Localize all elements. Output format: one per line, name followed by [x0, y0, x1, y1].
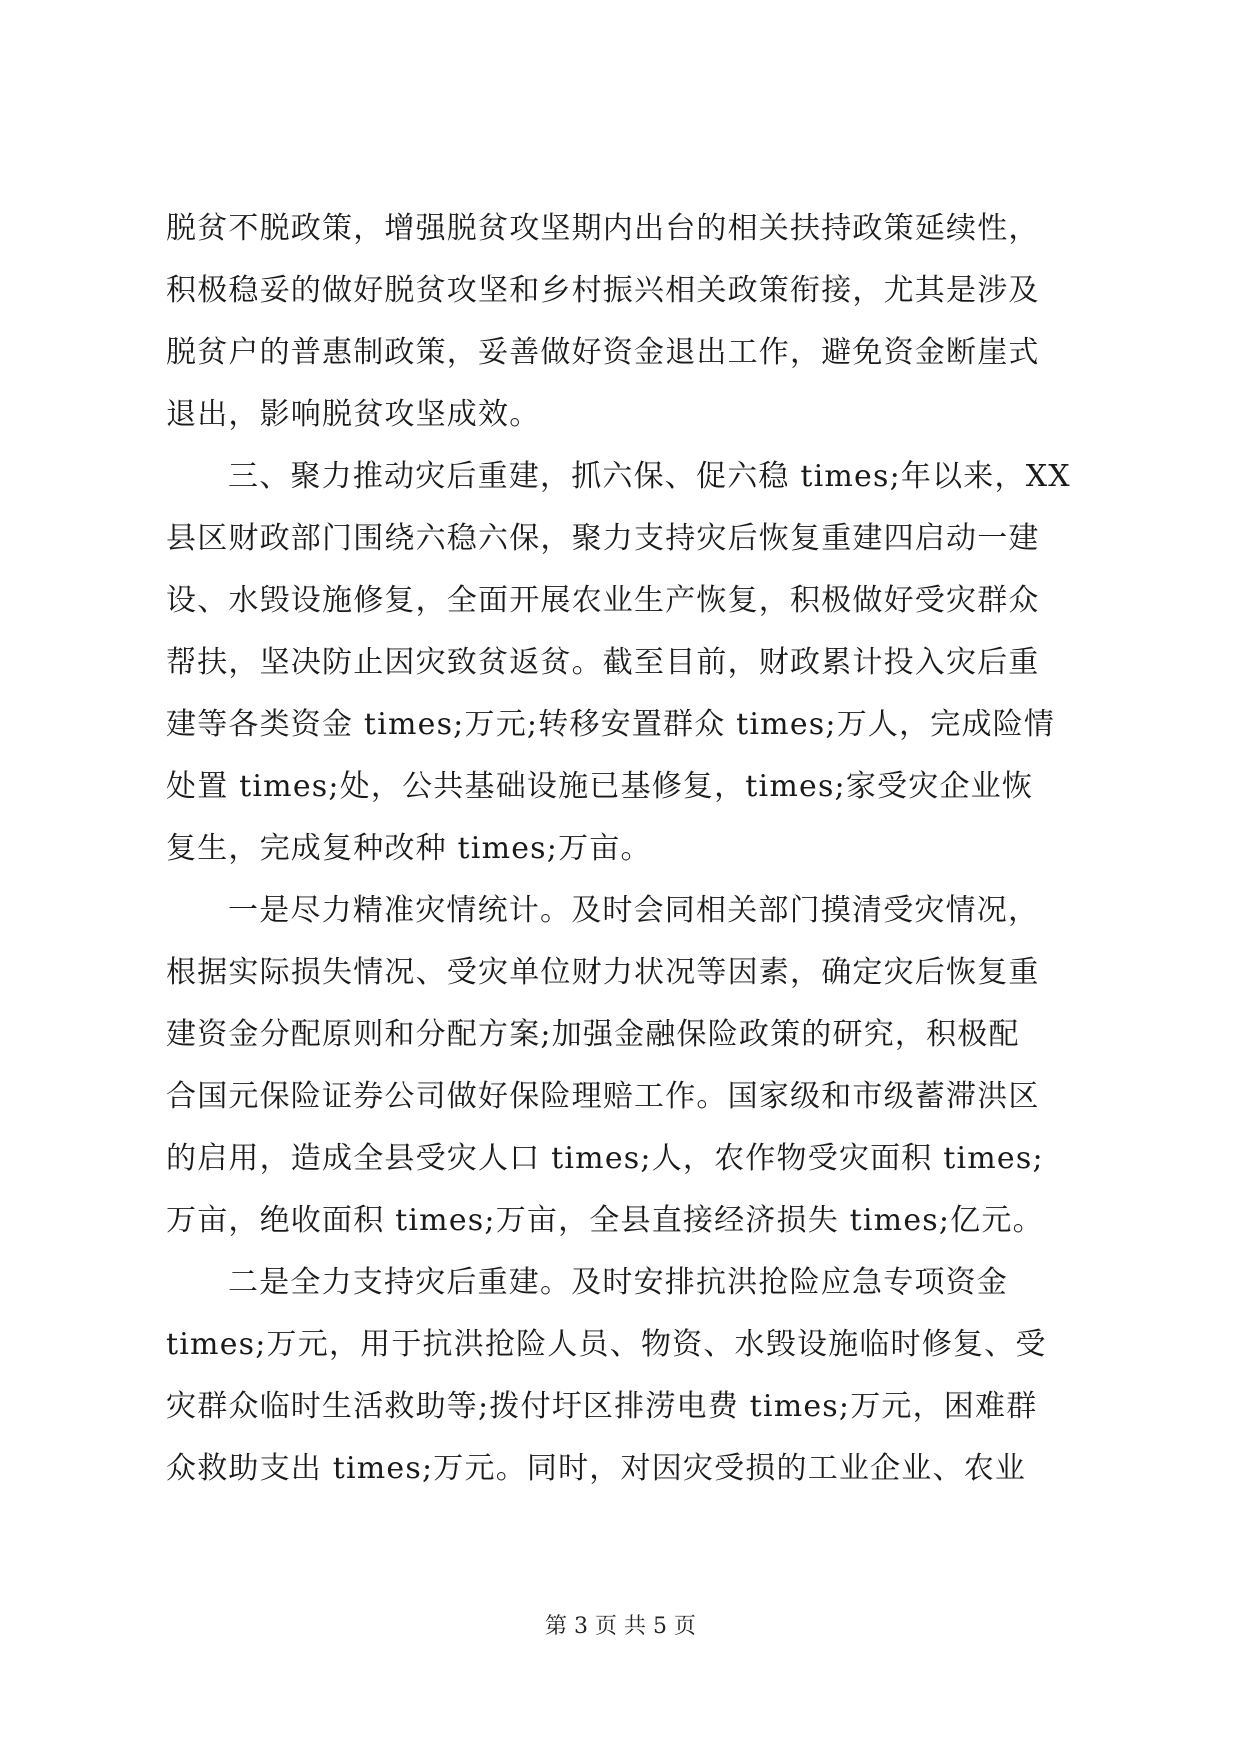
text-line: 建资金分配原则和分配方案;加强金融保险政策的研究，积极配 — [166, 1017, 1020, 1052]
text-line: 设、水毁设施修复，全面开展农业生产恢复，积极做好受灾群众 — [166, 583, 1040, 618]
text-line: 三、聚力推动灾后重建，抓六保、促六稳 times;年以来，XX — [228, 459, 1071, 494]
text-line: 灾群众临时生活救助等;拨付圩区排涝电费 times;万元，困难群 — [166, 1389, 1038, 1424]
paragraph-1 — [166, 198, 1086, 446]
text-line: 二是全力支持灾后重建。及时安排抗洪抢险应急专项资金 — [228, 1265, 1008, 1300]
text-line: 处置 times;处，公共基础设施已基修复，times;家受灾企业恢 — [166, 769, 1034, 804]
text-line: 复生，完成复种改种 times;万亩。 — [166, 831, 652, 866]
text-line: 脱贫户的普惠制政策，妥善做好资金退出工作，避免资金断崖式 — [166, 335, 1040, 370]
paragraph-4 — [166, 1252, 1086, 1500]
text-line: 帮扶，坚决防止因灾致贫返贫。截至目前，财政累计投入灾后重 — [166, 645, 1040, 680]
text-line: 万亩，绝收面积 times;万亩，全县直接经济损失 times;亿元。 — [166, 1203, 1044, 1238]
paragraph-3 — [166, 880, 1086, 1252]
document-body — [166, 198, 1086, 1500]
text-line: 根据实际损失情况、受灾单位财力状况等因素，确定灾后恢复重 — [166, 955, 1040, 990]
text-line: 建等各类资金 times;万元;转移安置群众 times;万人，完成险情 — [166, 707, 1056, 742]
text-line: 的启用，造成全县受灾人口 times;人，农作物受灾面积 times; — [166, 1141, 1044, 1176]
text-line: 退出，影响脱贫攻坚成效。 — [166, 397, 541, 432]
page-number-footer: 第 3 页 共 5 页 — [545, 1614, 696, 1639]
paragraph-2 — [166, 446, 1086, 880]
text-line: 积极稳妥的做好脱贫攻坚和乡村振兴相关政策衔接，尤其是涉及 — [166, 273, 1040, 308]
text-line: 脱贫不脱政策，增强脱贫攻坚期内出台的相关扶持政策延续性， — [166, 211, 1040, 246]
text-line: 合国元保险证券公司做好保险理赔工作。国家级和市级蓄滞洪区 — [166, 1079, 1040, 1114]
text-line: 众救助支出 times;万元。同时，对因灾受损的工业企业、农业 — [166, 1451, 1027, 1486]
text-line: 一是尽力精准灾情统计。及时会同相关部门摸清受灾情况， — [228, 893, 1040, 928]
text-line: 县区财政部门围绕六稳六保，聚力支持灾后恢复重建四启动一建 — [166, 521, 1040, 556]
text-line: times;万元，用于抗洪抢险人员、物资、水毁设施临时修复、受 — [166, 1327, 1047, 1362]
